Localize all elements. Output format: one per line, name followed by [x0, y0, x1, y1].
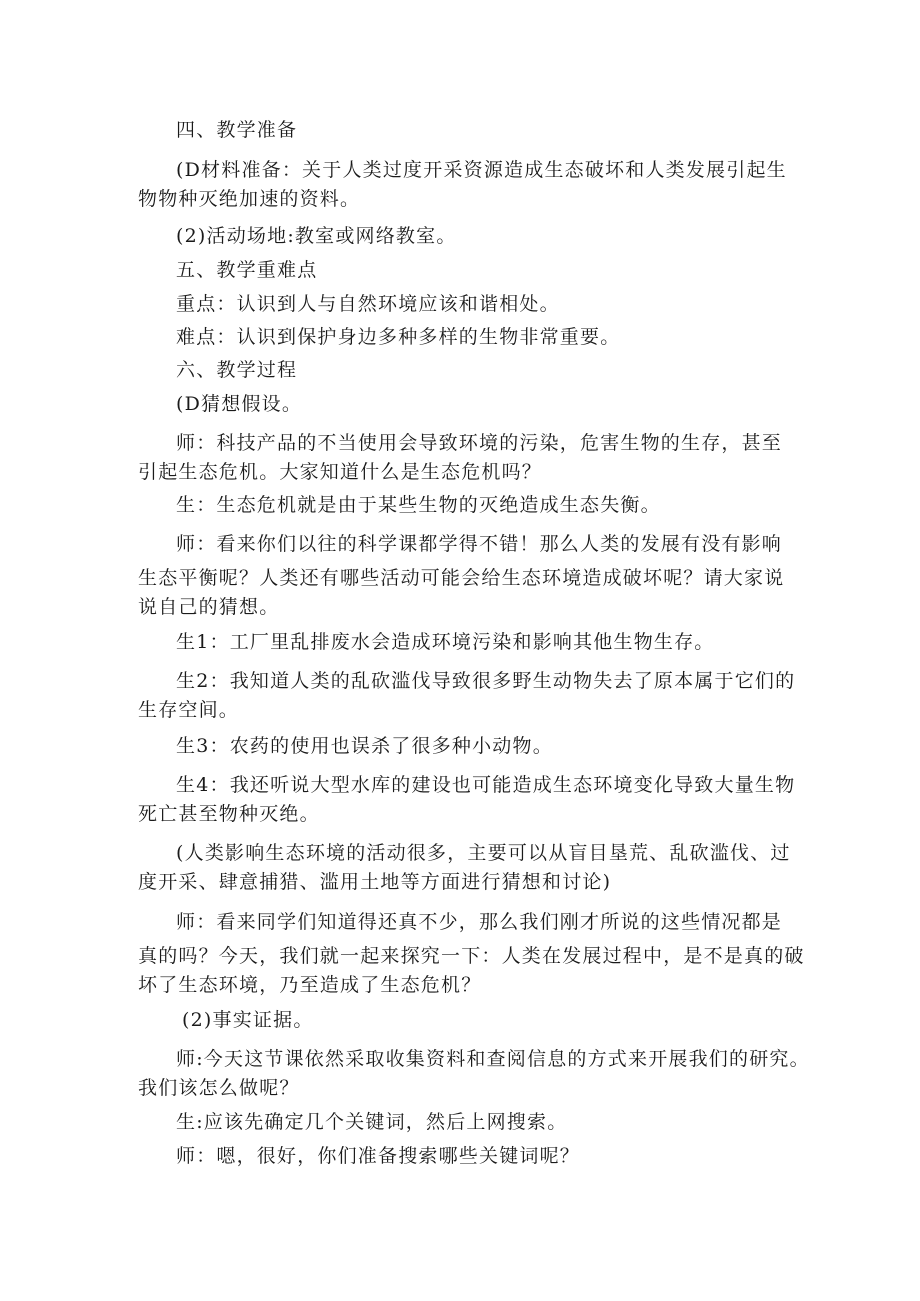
- text-line: 引起生态危机。大家知道什么是生态危机吗？: [138, 461, 543, 483]
- dialogue-teacher-1: [138, 426, 798, 484]
- text-line: 师:今天这节课依然采取收集资料和查阅信息的方式来开展我们的研究。: [176, 1048, 810, 1070]
- text-line: 真的吗？今天，我们就一起来探究一下：人类在发展过程中，是不是真的破: [138, 945, 805, 967]
- text-line: 师：看来你们以往的科学课都学得不错！那么人类的发展有没有影响: [176, 533, 783, 555]
- paragraph-difficult-point: [138, 325, 798, 349]
- text-line: (D材料准备：关于人类过度开采资源造成生态破坏和人类发展引起生: [176, 159, 787, 181]
- text-line: 我们该怎么做呢？: [138, 1077, 300, 1099]
- text-line: 生1：工厂里乱排废水会造成环境污染和影响其他生物生存。: [176, 631, 715, 653]
- dialogue-student-2: [138, 1110, 798, 1134]
- text-line: 四、教学准备: [176, 119, 298, 141]
- text-line: 师：嗯，很好，你们准备搜索哪些关键词呢？: [176, 1145, 581, 1167]
- text-line: 生：生态危机就是由于某些生物的灭绝造成生态失衡。: [176, 494, 661, 516]
- text-line: 生态平衡呢？人类还有哪些活动可能会给生态环境造成破坏呢？请大家说: [138, 567, 785, 589]
- text-line: 难点：认识到保护身边多种多样的生物非常重要。: [176, 326, 621, 348]
- heading-teaching-process: [138, 358, 798, 382]
- text-line: (2)事实证据。: [182, 1009, 314, 1031]
- text-line: 生3：农药的使用也误杀了很多种小动物。: [176, 735, 553, 757]
- dialogue-student-s3: [138, 734, 798, 758]
- paragraph-key-point: [138, 292, 798, 316]
- text-line: 五、教学重难点: [176, 259, 318, 281]
- subheading-hypothesis: [138, 392, 798, 416]
- dialogue-teacher-3: [138, 905, 805, 997]
- text-line: 师：科技产品的不当使用会导致环境的污染，危害生物的生存，甚至: [176, 432, 783, 454]
- dialogue-teacher-2: [138, 527, 798, 619]
- text-line: 生2：我知道人类的乱砍滥伐导致很多野生动物失去了原本属于它们的: [176, 670, 796, 692]
- dialogue-teacher-4: [138, 1042, 810, 1100]
- text-line: 师：看来同学们知道得还真不少，那么我们刚才所说的这些情况都是: [176, 911, 783, 933]
- text-line: 重点：认识到人与自然环境应该和谐相处。: [176, 293, 560, 315]
- text-line: (D猜想假设。: [176, 393, 303, 415]
- text-line: 生4：我还听说大型水库的建设也可能造成生态环境变化导致大量生物: [176, 774, 796, 796]
- dialogue-student-s2: [138, 664, 798, 722]
- text-line: 度开采、肆意捕猎、滥用土地等方面进行猜想和讨论): [138, 871, 612, 893]
- heading-key-points: [138, 258, 798, 282]
- subheading-evidence: [138, 1008, 798, 1032]
- text-line: 说自己的猜想。: [138, 596, 280, 618]
- dialogue-teacher-5: [138, 1144, 798, 1168]
- text-line: 死亡甚至物种灭绝。: [138, 803, 320, 825]
- text-line: 物物种灭绝加速的资料。: [138, 188, 361, 210]
- heading-teaching-preparation: [138, 118, 798, 142]
- text-line: 坏了生态环境，乃至造成了生态危机？: [138, 974, 482, 996]
- text-line: 六、教学过程: [176, 359, 298, 381]
- dialogue-student-1: [138, 493, 798, 517]
- paragraph-note: [138, 836, 798, 894]
- text-line: (2)活动场地:教室或网络教室。: [176, 225, 457, 247]
- text-line: 生存空间。: [138, 699, 240, 721]
- text-line: (人类影响生态环境的活动很多，主要可以从盲目垦荒、乱砍滥伐、过: [176, 842, 791, 864]
- dialogue-student-s4: [138, 768, 798, 826]
- text-line: 生:应该先确定几个关键词，然后上网搜索。: [176, 1111, 568, 1133]
- dialogue-student-s1: [138, 630, 798, 654]
- paragraph-activity-venue: [138, 224, 798, 248]
- paragraph-material-preparation: [138, 153, 798, 211]
